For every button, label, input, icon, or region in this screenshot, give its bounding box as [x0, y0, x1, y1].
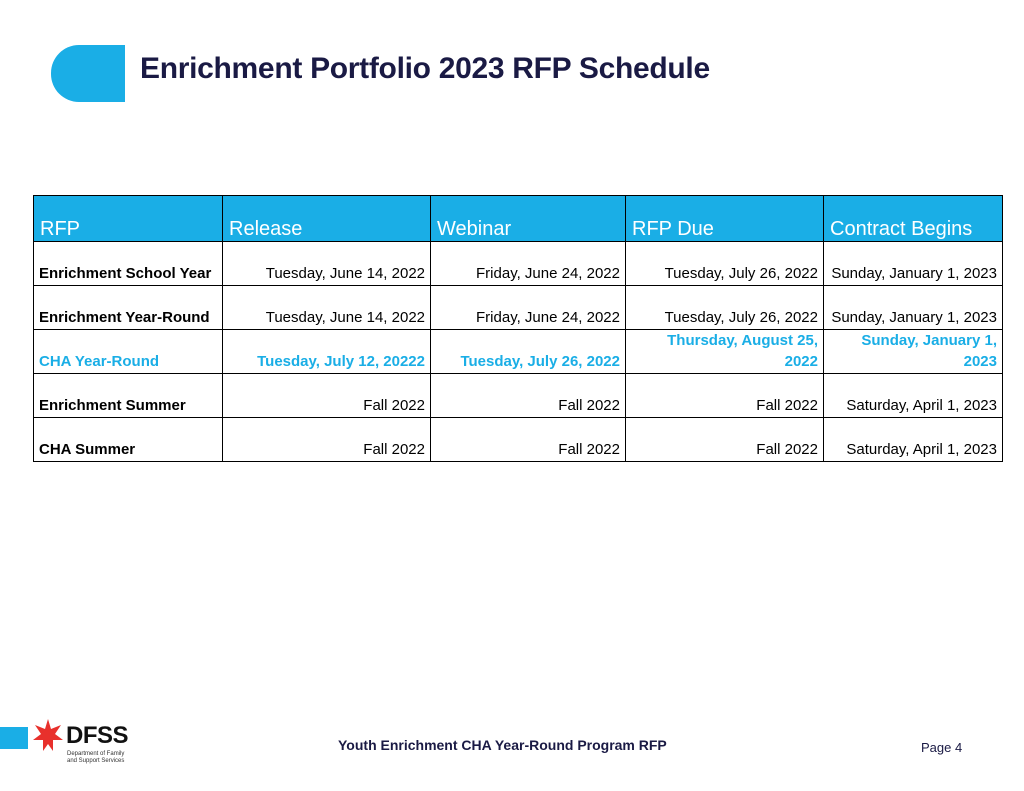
cell-contract: Sunday, January 1, 2023 — [824, 330, 1003, 374]
cell-webinar: Fall 2022 — [431, 418, 626, 462]
page-title: Enrichment Portfolio 2023 RFP Schedule — [140, 52, 710, 85]
page-number: Page 4 — [921, 740, 963, 755]
footer-accent-strip — [0, 727, 28, 749]
column-header-contract-begins: Contract Begins — [824, 196, 1003, 242]
cell-webinar: Tuesday, July 26, 2022 — [431, 330, 626, 374]
cell-webinar: Fall 2022 — [431, 374, 626, 418]
table-row — [34, 418, 1003, 462]
cell-due: Fall 2022 — [626, 374, 824, 418]
cell-release: Tuesday, June 14, 2022 — [223, 286, 431, 330]
cell-contract: Sunday, January 1, 2023 — [824, 242, 1003, 286]
footer-program-title: Youth Enrichment CHA Year-Round Program RFP — [338, 737, 667, 753]
cell-rfp: Enrichment Year-Round — [34, 286, 223, 330]
title-accent-shape — [51, 45, 125, 102]
logo-wordmark: DFSS — [66, 722, 129, 749]
cell-release: Fall 2022 — [223, 418, 431, 462]
table-row — [34, 286, 1003, 330]
cell-webinar: Friday, June 24, 2022 — [431, 286, 626, 330]
cell-release: Tuesday, June 14, 2022 — [223, 242, 431, 286]
cell-rfp: CHA Summer — [34, 418, 223, 462]
column-header-webinar: Webinar — [431, 196, 626, 242]
cell-webinar: Friday, June 24, 2022 — [431, 242, 626, 286]
chicago-star-icon — [32, 718, 64, 754]
table-header-row — [34, 196, 1003, 242]
cell-contract: Saturday, April 1, 2023 — [824, 418, 1003, 462]
column-header-rfp: RFP — [34, 196, 223, 242]
table-row-highlighted — [34, 330, 1003, 374]
dfss-logo — [32, 718, 132, 770]
cell-due: Thursday, August 25, 2022 — [626, 330, 824, 374]
cell-due: Tuesday, July 26, 2022 — [626, 286, 824, 330]
column-header-rfp-due: RFP Due — [626, 196, 824, 242]
cell-due: Tuesday, July 26, 2022 — [626, 242, 824, 286]
cell-due: Fall 2022 — [626, 418, 824, 462]
cell-contract: Saturday, April 1, 2023 — [824, 374, 1003, 418]
table-row — [34, 374, 1003, 418]
logo-subtitle: Department of Family and Support Services — [67, 751, 125, 764]
cell-release: Fall 2022 — [223, 374, 431, 418]
cell-rfp: Enrichment School Year — [34, 242, 223, 286]
rfp-schedule-table — [33, 195, 1003, 462]
cell-release: Tuesday, July 12, 20222 — [223, 330, 431, 374]
cell-contract: Sunday, January 1, 2023 — [824, 286, 1003, 330]
column-header-release: Release — [223, 196, 431, 242]
table-row — [34, 242, 1003, 286]
cell-rfp: Enrichment Summer — [34, 374, 223, 418]
cell-rfp: CHA Year-Round — [34, 330, 223, 374]
